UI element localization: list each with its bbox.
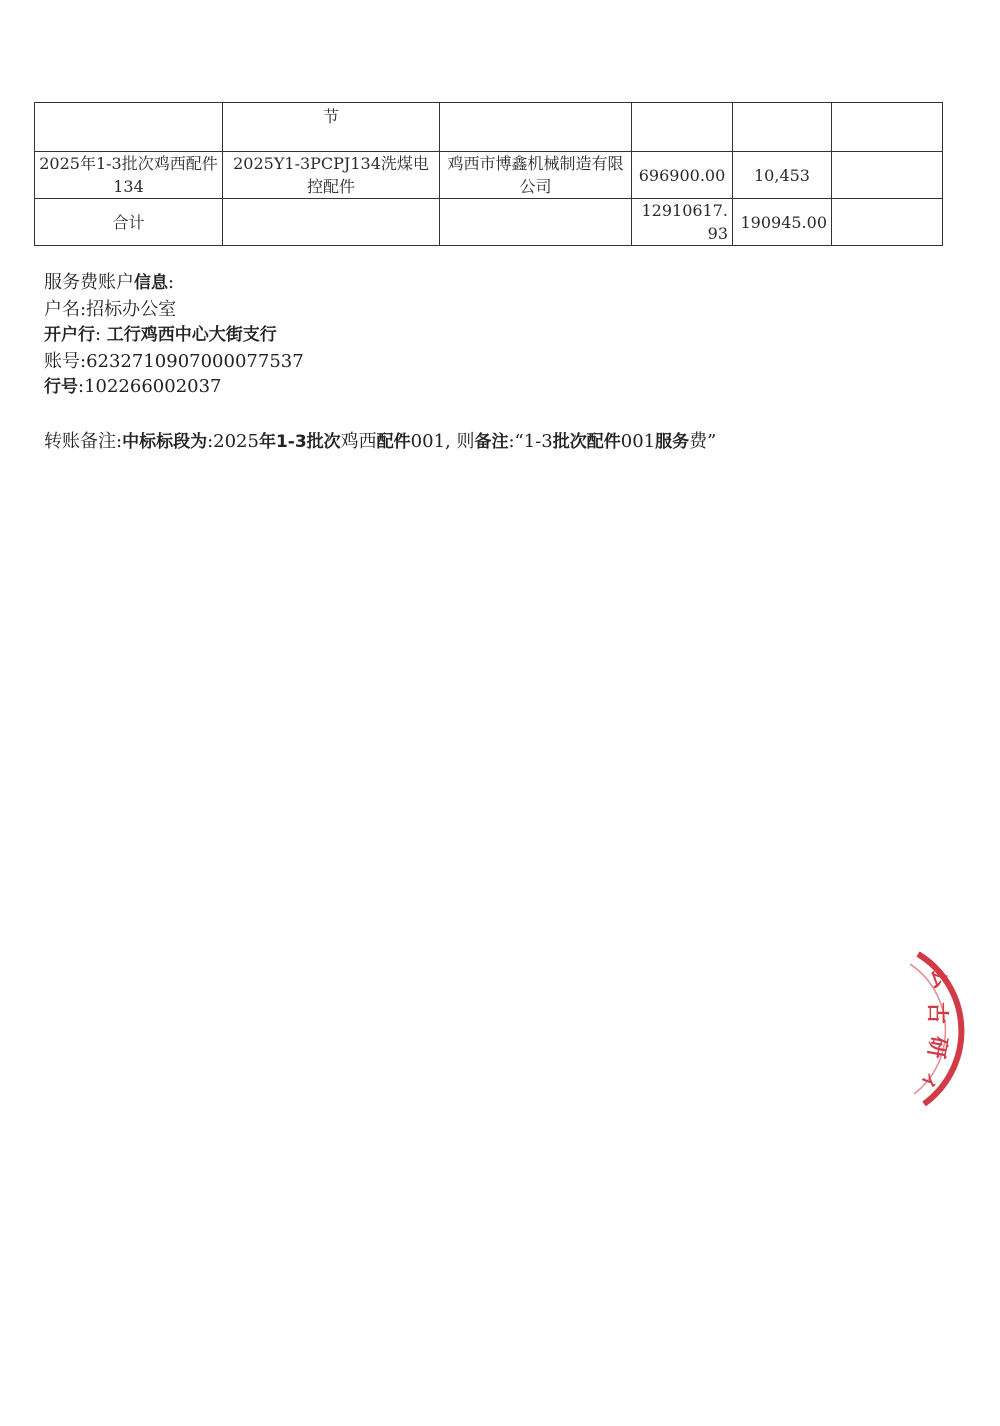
cell-amount [632, 103, 733, 152]
account-number-value: 6232710907000077537 [86, 350, 304, 372]
cell-remark [832, 103, 943, 152]
account-name-value: 招标办公室 [86, 298, 177, 320]
cell-lot: 2025年1-3批次鸡西配件134 [35, 152, 223, 199]
cell-company [440, 103, 632, 152]
cell-company: 鸡西市博鑫机械制造有限公司 [440, 152, 632, 199]
cell-section [223, 199, 440, 246]
cell-total-amount: 12910617.93 [632, 199, 733, 246]
account-info [44, 270, 304, 401]
cell-total-fee: 190945.00 [733, 199, 832, 246]
cell-section: 2025Y1-3PCPJ134洗煤电控配件 [223, 152, 440, 199]
table-row [35, 103, 943, 152]
account-bank-label: 开户行 [44, 325, 95, 345]
seal-glyph: ィ [914, 1066, 946, 1096]
cell-lot [35, 103, 223, 152]
account-bank-value: 工行鸡西中心大街支行 [106, 325, 277, 345]
account-code-row: 行号:102266002037 [44, 376, 222, 397]
seal-glyph: 研 [922, 1034, 951, 1061]
cell-remark [832, 152, 943, 199]
seal-glyph: 古 [924, 1002, 949, 1025]
cell-fee [733, 103, 832, 152]
table-row-total [35, 199, 943, 246]
account-code-value: 102266002037 [84, 376, 222, 397]
account-number-row: 账号:6232710907000077537 [44, 350, 304, 372]
account-name-row: 户名:招标办公室 [44, 298, 177, 320]
red-seal-stamp [880, 950, 980, 1110]
cell-company [440, 199, 632, 246]
cell-amount: 696900.00 [632, 152, 733, 199]
table-row [35, 152, 943, 199]
cell-fee: 10,453 [733, 152, 832, 199]
fee-table [34, 102, 943, 246]
cell-total-label: 合计 [35, 199, 223, 246]
cell-section: 节 [223, 103, 440, 152]
account-code-label: 行号 [44, 377, 78, 397]
seal-glyph: ム [924, 965, 953, 992]
transfer-note: 转账备注:中标标段为:2025年1-3批次鸡西配件001, 则备注:“1-3批次配件001服务费” [44, 431, 717, 452]
account-name-label: 户名 [44, 298, 80, 320]
cell-remark [832, 199, 943, 246]
account-heading: 服务费账户信息: [44, 272, 175, 293]
account-bank-row: 开户行: 工行鸡西中心大街支行 [44, 324, 277, 345]
account-number-label: 账号 [44, 350, 80, 372]
